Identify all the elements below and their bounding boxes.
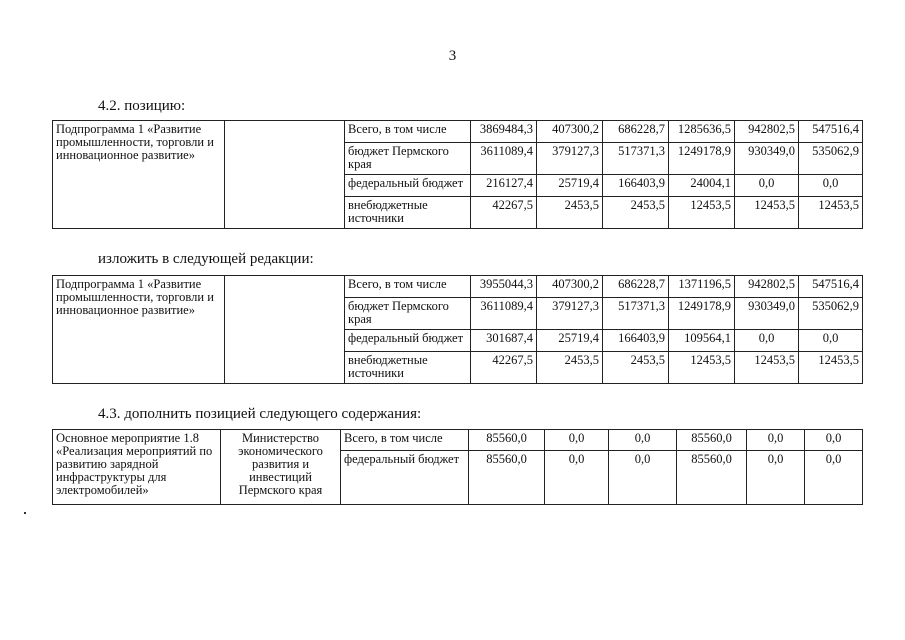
section-4-3-heading: 4.3. дополнить позицией следующего содержания: — [98, 406, 422, 422]
source-label: внебюджетные источники — [345, 197, 471, 229]
value-cell: 109564,1 — [669, 330, 735, 352]
value-cell: 0,0 — [545, 451, 609, 505]
value-cell: 0,0 — [747, 430, 805, 451]
value-cell: 0,0 — [609, 430, 677, 451]
value-cell: 3611089,4 — [471, 143, 537, 175]
source-label: Всего, в том числе — [345, 276, 471, 298]
value-cell: 3869484,3 — [471, 121, 537, 143]
value-cell: 0,0 — [609, 451, 677, 505]
value-cell: 535062,9 — [799, 298, 863, 330]
value-cell: 24004,1 — [669, 175, 735, 197]
value-cell: 547516,4 — [799, 121, 863, 143]
value-cell: 686228,7 — [603, 276, 669, 298]
executor-cell — [225, 276, 345, 384]
source-label: Всего, в том числе — [341, 430, 469, 451]
value-cell: 547516,4 — [799, 276, 863, 298]
value-cell: 0,0 — [799, 175, 863, 197]
value-cell: 0,0 — [805, 430, 863, 451]
page-number: 3 — [448, 48, 457, 64]
value-cell: 25719,4 — [537, 330, 603, 352]
value-cell: 12453,5 — [799, 197, 863, 229]
value-cell: 517371,3 — [603, 143, 669, 175]
value-cell: 301687,4 — [471, 330, 537, 352]
value-cell: 42267,5 — [471, 352, 537, 384]
value-cell: 942802,5 — [735, 121, 799, 143]
value-cell: 42267,5 — [471, 197, 537, 229]
value-cell: 379127,3 — [537, 298, 603, 330]
value-cell: 12453,5 — [669, 352, 735, 384]
value-cell: 12453,5 — [669, 197, 735, 229]
scan-speck — [24, 512, 26, 514]
value-cell: 85560,0 — [677, 430, 747, 451]
value-cell: 930349,0 — [735, 143, 799, 175]
value-cell: 942802,5 — [735, 276, 799, 298]
program-cell: Основное мероприятие 1.8 «Реализация мероприятий по развитию зарядной инфраструктуры для электромобилей» — [53, 430, 221, 505]
table-row — [53, 121, 863, 143]
value-cell: 0,0 — [735, 330, 799, 352]
value-cell: 216127,4 — [471, 175, 537, 197]
value-cell: 930349,0 — [735, 298, 799, 330]
table-row — [53, 276, 863, 298]
value-cell: 25719,4 — [537, 175, 603, 197]
value-cell: 85560,0 — [677, 451, 747, 505]
value-cell: 85560,0 — [469, 430, 545, 451]
value-cell: 1249178,9 — [669, 143, 735, 175]
replace-heading: изложить в следующей редакции: — [98, 251, 314, 267]
table-added-position — [52, 429, 863, 505]
table-row — [53, 430, 863, 451]
executor-cell: Министерство экономического развития и инвестиций Пермского края — [221, 430, 341, 505]
value-cell: 686228,7 — [603, 121, 669, 143]
value-cell: 2453,5 — [603, 352, 669, 384]
value-cell: 1285636,5 — [669, 121, 735, 143]
source-label: федеральный бюджет — [345, 175, 471, 197]
table-old-position — [52, 120, 863, 229]
value-cell: 12453,5 — [735, 352, 799, 384]
value-cell: 1371196,5 — [669, 276, 735, 298]
value-cell: 166403,9 — [603, 175, 669, 197]
value-cell: 2453,5 — [537, 197, 603, 229]
value-cell: 2453,5 — [603, 197, 669, 229]
value-cell: 2453,5 — [537, 352, 603, 384]
value-cell: 407300,2 — [537, 276, 603, 298]
source-label: Всего, в том числе — [345, 121, 471, 143]
value-cell: 3611089,4 — [471, 298, 537, 330]
value-cell: 0,0 — [799, 330, 863, 352]
source-label: федеральный бюджет — [345, 330, 471, 352]
value-cell: 12453,5 — [799, 352, 863, 384]
section-4-2-heading: 4.2. позицию: — [98, 98, 186, 114]
value-cell: 3955044,3 — [471, 276, 537, 298]
program-cell: Подпрограмма 1 «Развитие промышленности, торговли и инновационное развитие» — [53, 276, 225, 384]
source-label: федеральный бюджет — [341, 451, 469, 505]
value-cell: 407300,2 — [537, 121, 603, 143]
source-label: бюджет Пермского края — [345, 143, 471, 175]
value-cell: 0,0 — [805, 451, 863, 505]
value-cell: 85560,0 — [469, 451, 545, 505]
value-cell: 1249178,9 — [669, 298, 735, 330]
value-cell: 535062,9 — [799, 143, 863, 175]
source-label: внебюджетные источники — [345, 352, 471, 384]
value-cell: 166403,9 — [603, 330, 669, 352]
program-cell: Подпрограмма 1 «Развитие промышленности, торговли и инновационное развитие» — [53, 121, 225, 229]
table-new-position — [52, 275, 863, 384]
executor-cell — [225, 121, 345, 229]
value-cell: 379127,3 — [537, 143, 603, 175]
source-label: бюджет Пермского края — [345, 298, 471, 330]
value-cell: 12453,5 — [735, 197, 799, 229]
value-cell: 517371,3 — [603, 298, 669, 330]
value-cell: 0,0 — [735, 175, 799, 197]
value-cell: 0,0 — [545, 430, 609, 451]
value-cell: 0,0 — [747, 451, 805, 505]
